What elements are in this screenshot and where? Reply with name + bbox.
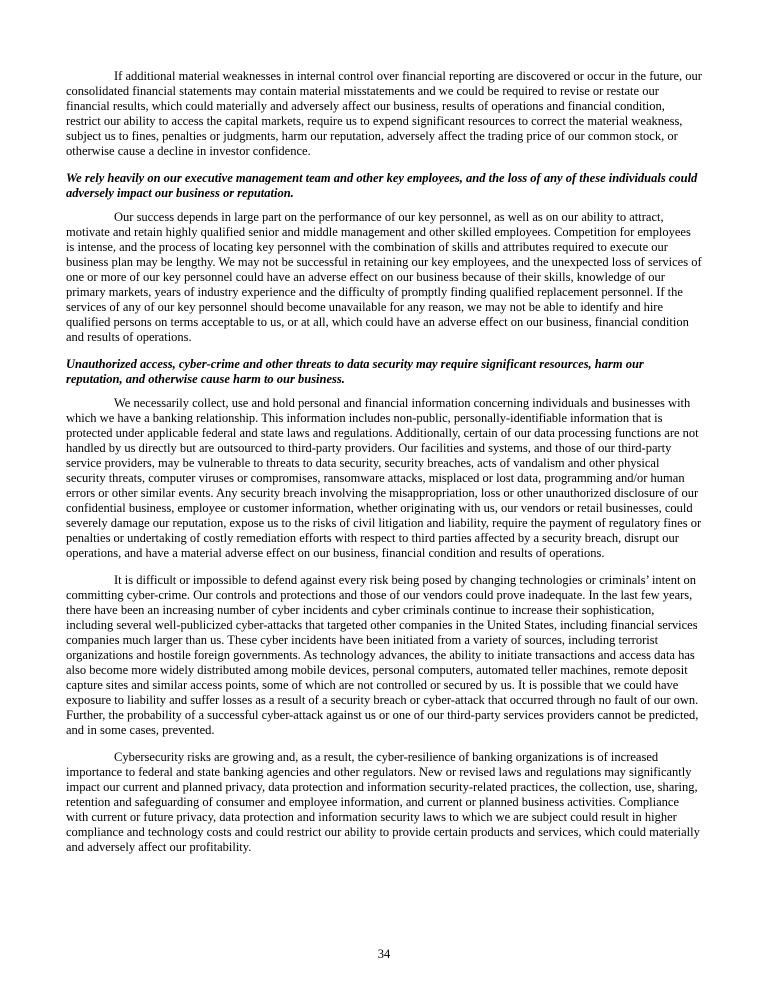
paragraph-key-personnel: Our success depends in large part on the performance of our key personnel, as well as on our ability to attract, motivate and retain highly qualified senior and middle management and other skilled employees. Competition for employees is intense, and the process of locating key personnel with the combination of skills and attributes required to execute our business plan may be lengthy. We may not be successful in retaining our key employees, and the unexpected loss of services of one or more of our key personnel could have an adverse effect on our business because of their skills, knowledge of our primary markets, years of industry experience and the difficulty of promptly finding qualified replacement personnel. If the services of any of our key personnel should become unavailable for any reason, we may not be able to identify and hire qualified persons on terms acceptable to us, or at all, which could have an adverse effect on our business, financial condition and results of operations. — [66, 210, 702, 344]
risk-heading-data-security: Unauthorized access, cyber-crime and other threats to data security may require significant resources, harm our reputation, and otherwise cause harm to our business. — [66, 357, 644, 386]
paragraph-cyber-crime: It is difficult or impossible to defend against every risk being posed by changing technologies or criminals’ intent on committing cyber-crime. Our controls and protections and those of our vendors could prove inadequate. In the last few years, there have been an increasing number of cyber incidents and cyber criminals continue to increase their sophistication, including several well-publicized cyber-attacks that targeted other companies in the United States, including financial services companies much larger than us. These cyber incidents have been initiated from a variety of sources, including terrorist organizations and hostile foreign governments. As technology advances, the ability to initiate transactions and access data has also become more widely distributed among mobile devices, personal computers, automated teller machines, remote deposit capture sites and similar access points, some of which are not controlled or secured by us. It is possible that we could have exposure to liability and suffer losses as a result of a security breach or cyber-attack that occurred through no fault of our own. Further, the probability of a successful cyber-attack against us or one of our third-party services providers cannot be predicted, and in some cases, prevented. — [66, 573, 699, 737]
paragraph-information-security: We necessarily collect, use and hold personal and financial information concerning individuals and businesses with which we have a banking relationship. This information includes non-public, personally-identifiable information that is protected under applicable federal and state laws and regulations. Additionally, certain of our data processing functions are not handled by us directly but are outsourced to third-party providers. Our facilities and systems, and those of our third-party service providers, may be vulnerable to threats to data security, security breaches, acts of vandalism and other physical security threats, computer viruses or compromises, ransomware attacks, misplaced or lost data, programming and/or human errors or other similar events. Any security breach involving the misappropriation, loss or other unauthorized disclosure of our confidential business, employee or customer information, whether originating with us, our vendors or retail businesses, could severely damage our reputation, expose us to the risks of civil litigation and liability, require the payment of regulatory fines or penalties or undertaking of costly remediation efforts with respect to third parties affected by a security breach, disrupt our operations, and have a material adverse effect on our business, financial condition and results of operations. — [66, 396, 702, 560]
page-content — [66, 69, 702, 867]
risk-heading-key-employees: We rely heavily on our executive management team and other key employees, and the loss of any of these individuals could adversely impact our business or reputation. — [66, 171, 698, 200]
paragraph-internal-control-weaknesses: If additional material weaknesses in internal control over financial reporting are discovered or occur in the future, our consolidated financial statements may contain material misstatements and we could be required to revise or restate our financial results, which could materially and adversely affect our business, results of operations and financial condition, restrict our ability to access the capital markets, require us to expend significant resources to correct the material weakness, subject us to fines, penalties or judgments, harm our reputation, adversely affect the trading price of our common stock, or otherwise cause a decline in investor confidence. — [66, 69, 702, 158]
page-number: 34 — [377, 947, 391, 961]
paragraph-cybersecurity-regulation: Cybersecurity risks are growing and, as a result, the cyber-resilience of banking organizations is of increased importance to federal and state banking agencies and other regulators. New or revised laws and regulations may significantly impact our current and planned privacy, data protection and information security-related practices, the collection, use, sharing, retention and safeguarding of consumer and employee information, and current or planned business activities. Compliance with current or future privacy, data protection and information security laws to which we are subject could result in higher compliance and technology costs and could restrict our ability to provide certain products and services, which could materially and adversely affect our profitability. — [66, 750, 700, 854]
